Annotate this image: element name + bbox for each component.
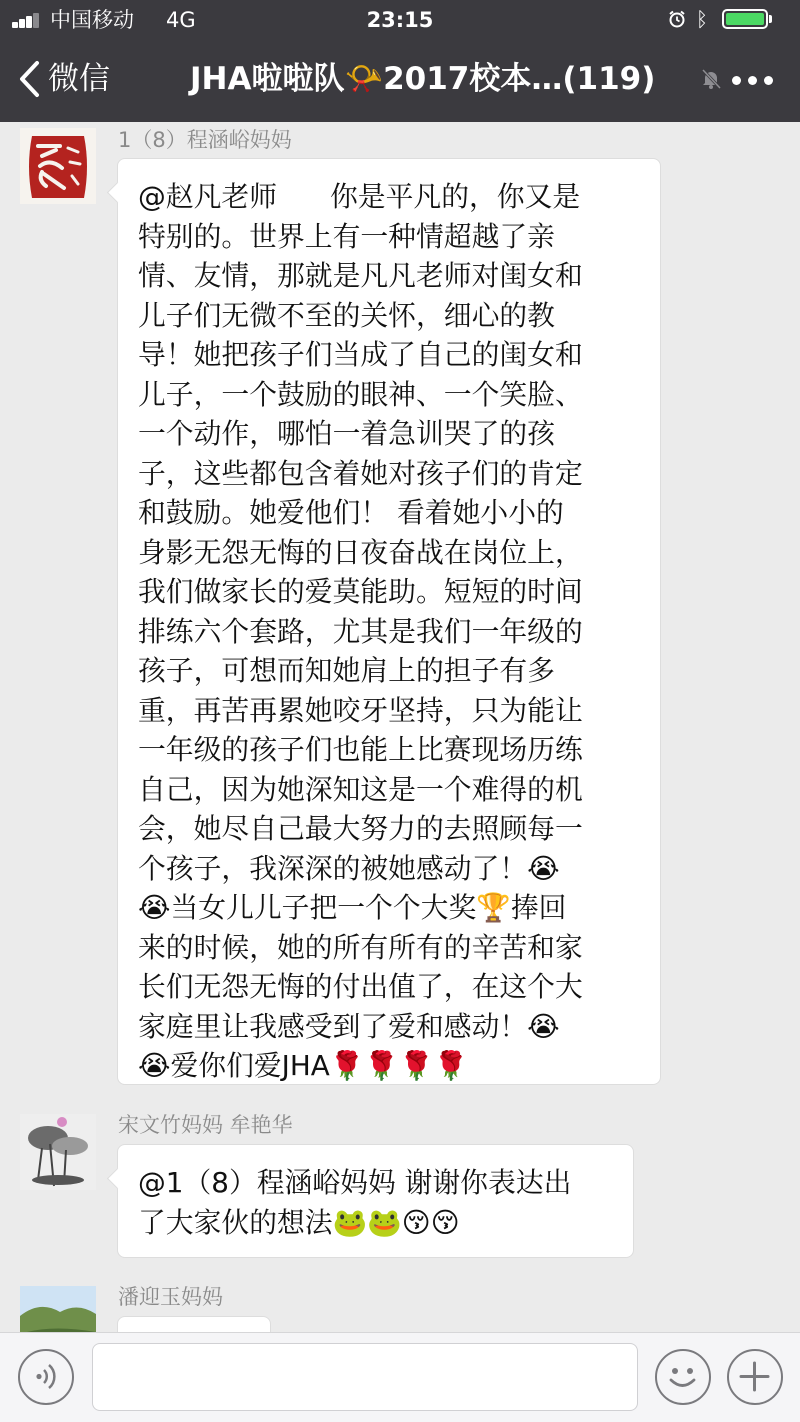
battery-tip bbox=[769, 15, 772, 23]
voice-icon bbox=[20, 1351, 71, 1402]
plus-icon bbox=[729, 1351, 780, 1402]
emoji-button[interactable] bbox=[655, 1349, 711, 1405]
network-type: 4G bbox=[166, 8, 196, 32]
message-bubble[interactable] bbox=[117, 158, 661, 1085]
message-bubble[interactable] bbox=[117, 1144, 634, 1258]
avatar[interactable] bbox=[20, 1114, 96, 1190]
more-button[interactable] bbox=[732, 76, 776, 86]
message-bubble[interactable] bbox=[117, 1316, 271, 1332]
plus-button[interactable] bbox=[727, 1349, 783, 1405]
voice-button[interactable] bbox=[18, 1349, 74, 1405]
emoji-icon bbox=[657, 1351, 708, 1402]
sender-name: 1（8）程涵峪妈妈 bbox=[118, 128, 292, 152]
avatar[interactable] bbox=[20, 1286, 96, 1332]
mute-bell-icon bbox=[700, 68, 722, 90]
chat-title: JHA啦啦队📯2017校本…(119) bbox=[190, 61, 656, 97]
message-text: @1（8）程涵峪妈妈 谢谢你表达出 了大家伙的想法🐸🐸😚😚 bbox=[138, 1166, 572, 1239]
sender-name: 宋文竹妈妈 牟艳华 bbox=[118, 1113, 293, 1137]
carrier-name: 中国移动 bbox=[50, 8, 134, 32]
input-bar bbox=[0, 1332, 800, 1422]
status-time: 23:15 bbox=[366, 8, 434, 32]
message-text: @赵凡老师 你是平凡的，你又是 特别的。世界上有一种情超越了亲 情、友情，那就是凡凡老师对闺女和 儿子们无微不至的关怀，细心的教 导！她把孩子们当成了自己的闺女和 儿子，一个鼓励的眼神、一个笑脸、 一个动作，哪怕一着急训哭了的孩 子，这些都包含着她对孩子们的肯定 和鼓励。她爱他们！ 看着她小小的 身影无怨无悔的日夜奋战在岗位上， 我们做家长的爱莫能助。短短的时间 排练六个套路，尤其是我们一年级的 孩子，可想而知她肩上的担子有多 重，再苦再累她咬牙坚持，只为能让 一年级的孩子们也能上比赛现场历练 自己，因为她深知这是一个难得的机 会，她尽自己最大努力的去照顾每一 个孩子，我深深的被她感动了！😭 😭当女儿儿子把一个个大奖🏆捧回 来的时候，她的所有所有的辛苦和家 长们无怨无悔的付出值了，在这个大 家庭里让我感受到了爱和感动！😭 😭爱你们爱JHA🌹🌹🌹🌹 bbox=[138, 180, 583, 1082]
status-bar bbox=[0, 0, 800, 40]
avatar[interactable] bbox=[20, 128, 96, 204]
back-button[interactable] bbox=[18, 54, 110, 104]
message-input[interactable] bbox=[92, 1343, 638, 1411]
top-header bbox=[0, 0, 800, 122]
battery-icon bbox=[722, 9, 768, 29]
back-chevron-icon bbox=[18, 60, 40, 98]
sender-name: 潘迎玉妈妈 bbox=[118, 1285, 223, 1309]
chat-area[interactable] bbox=[0, 122, 800, 1332]
back-label: 微信 bbox=[48, 61, 110, 97]
nav-bar bbox=[0, 40, 800, 122]
alarm-icon bbox=[668, 10, 686, 28]
bluetooth-icon: ᛒ bbox=[696, 7, 708, 31]
